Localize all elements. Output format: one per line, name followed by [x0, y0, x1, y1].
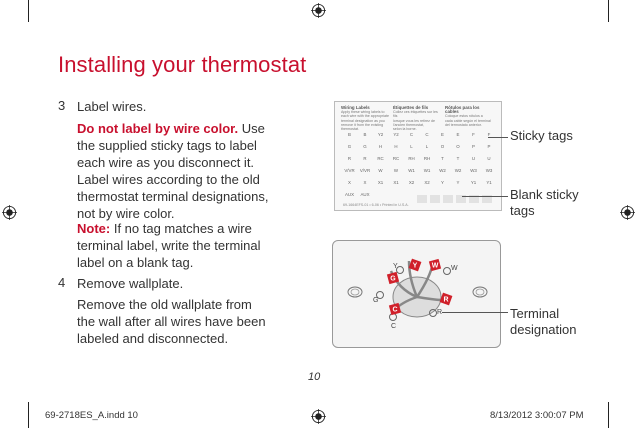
- label-tag: Y2: [393, 132, 399, 137]
- label-tag: V/VR: [344, 168, 355, 173]
- slug-left: 69-2718ES_A.indd 10: [45, 410, 138, 421]
- label-sheet-header-title: Wiring Labels: [341, 105, 370, 110]
- label-tag: U: [487, 156, 491, 161]
- svg-text:G: G: [390, 275, 396, 283]
- label-tag: X2: [424, 180, 430, 185]
- step-paragraph: [77, 296, 277, 347]
- label-tag: W1: [408, 168, 415, 173]
- label-sheet-header: [393, 106, 441, 131]
- label-tag: E: [441, 132, 444, 137]
- wire-tag: [440, 293, 453, 306]
- label-sheet-header-line: cada cable según el terminal: [445, 118, 491, 123]
- step-heading: Remove wallplate.: [77, 276, 184, 291]
- label-tag: E: [456, 132, 460, 137]
- step-number: 4: [58, 275, 66, 290]
- terminal-label: R: [437, 309, 443, 316]
- registration-mark-icon: [2, 205, 17, 220]
- label-sheet-illustration: [334, 101, 502, 211]
- crop-mark: [608, 0, 609, 22]
- paragraph-line: If no tag matches a wire: [110, 221, 252, 236]
- crop-mark: [28, 0, 29, 22]
- callout-line: tags: [510, 203, 535, 218]
- wallplate-drawing: [333, 241, 500, 347]
- label-sheet-header-line: each wire with the appropriate: [341, 114, 389, 119]
- page-title: Installing your thermostat: [58, 52, 307, 77]
- page-number: 10: [308, 371, 321, 383]
- label-tag: W2: [439, 168, 446, 173]
- paragraph-line: the supplied sticky tags to label: [77, 138, 257, 153]
- label-tag: RH: [408, 156, 415, 161]
- paragraph-line: thermostat terminal designations,: [77, 189, 269, 204]
- label-sheet-header-title: Rótulos para los cables: [445, 105, 480, 115]
- warning-lead: Do not label by wire color.: [77, 121, 239, 136]
- label-tag: X1: [393, 180, 399, 185]
- registration-mark-icon: [620, 205, 635, 220]
- label-tag: W2: [454, 168, 462, 173]
- label-sheet-header-line: Coloque estos rótulos a: [445, 114, 483, 119]
- label-tag: C: [425, 132, 429, 137]
- paragraph-line: the wall after all wires have been: [77, 314, 266, 329]
- svg-text:C: C: [392, 306, 398, 314]
- label-tag: Y: [441, 180, 444, 185]
- callout-terminal-designation: [510, 306, 577, 338]
- svg-text:W: W: [431, 262, 439, 270]
- terminal-label: W: [451, 265, 458, 272]
- label-tag: R: [363, 156, 367, 161]
- paragraph-line: not by wire color.: [77, 206, 175, 221]
- label-tag: X2: [408, 180, 415, 185]
- label-tag: X1: [377, 180, 384, 185]
- label-tag: B: [348, 132, 351, 137]
- label-sheet-header-line: selon la borne.: [393, 127, 417, 132]
- label-tag: RC: [377, 156, 384, 161]
- paragraph-line: label on a blank tag.: [77, 255, 194, 270]
- callout-leader: [488, 137, 508, 138]
- note-lead: Note:: [77, 221, 111, 236]
- label-tag: AUX: [360, 192, 370, 197]
- step-paragraph: [77, 120, 277, 222]
- label-sheet-header-line: terminal designation as you: [341, 118, 385, 123]
- label-tag: P: [472, 144, 475, 149]
- wire-tag: [429, 259, 441, 271]
- label-tag: W3: [485, 168, 493, 173]
- label-tag: RC: [392, 156, 400, 161]
- label-tag: V/VR: [359, 168, 371, 173]
- terminal-label: C: [391, 323, 397, 330]
- label-sheet-header-line: del termostato anterior.: [445, 122, 482, 127]
- label-sheet-header-line: thermostat.: [341, 127, 359, 132]
- paragraph-line: each wire as you disconnect it.: [77, 155, 255, 170]
- callout-line: Terminal: [510, 306, 560, 321]
- label-sheet-header: [445, 106, 493, 127]
- callout-leader: [442, 312, 508, 313]
- paragraph-line: Label wires according to the old: [77, 172, 260, 187]
- label-tag: C: [409, 132, 414, 137]
- label-sheet-header-line: remove it from the existing: [341, 122, 384, 127]
- slug-right: 8/13/2012 3:00:07 PM: [490, 410, 584, 421]
- label-sheet-header-title: Étiquettes de fils: [393, 105, 429, 110]
- step-number: 3: [58, 98, 66, 113]
- label-tag: O: [440, 144, 445, 149]
- label-tag: RH: [423, 156, 431, 161]
- callout-leader: [462, 196, 508, 197]
- label-sheet-footer: 69-1664EFS-01 • 6-06 • Printed in U.S.A.: [343, 203, 409, 207]
- label-sheet-header-line: lorsque vous les retirez de: [393, 118, 435, 123]
- crop-mark: [28, 402, 29, 428]
- label-tag: P: [487, 144, 491, 149]
- label-tag: U: [471, 156, 476, 161]
- terminal-label: Y: [393, 263, 398, 270]
- label-tag: G: [363, 144, 367, 149]
- callout-line: designation: [510, 322, 577, 337]
- wallplate-illustration: [332, 240, 501, 348]
- label-tag: W: [393, 168, 399, 173]
- paragraph-line: labeled and disconnected.: [77, 331, 229, 346]
- label-tag: T: [456, 156, 460, 161]
- callout-sticky-tags: Sticky tags: [510, 128, 573, 143]
- crop-mark: [608, 402, 609, 428]
- paragraph-line: Remove the old wallplate from: [77, 297, 252, 312]
- label-tag: F: [472, 132, 475, 137]
- callout-line: Blank sticky: [510, 187, 579, 202]
- label-tag: H: [394, 144, 398, 149]
- registration-mark-icon: [311, 3, 326, 18]
- label-tag: X: [363, 180, 367, 185]
- label-tag: Y1: [486, 180, 492, 185]
- paragraph-line: terminal label, write the terminal: [77, 238, 261, 253]
- label-sheet-header: [341, 106, 389, 131]
- label-tag: H: [378, 144, 383, 149]
- label-tag: W1: [423, 168, 431, 173]
- terminal-label: G: [373, 297, 379, 304]
- paragraph-line: Use: [238, 121, 265, 136]
- callout-blank-tags: [510, 187, 579, 219]
- label-sheet-header-line: l'ancien thermostat,: [393, 122, 425, 127]
- label-tag: O: [456, 144, 460, 149]
- note-paragraph: [77, 220, 277, 271]
- step-heading: Label wires.: [77, 99, 147, 114]
- label-sheet-header-line: Apply these wiring labels to: [341, 110, 385, 115]
- label-tag: L: [425, 144, 429, 149]
- label-tag: T: [441, 156, 444, 161]
- label-tag: Y: [456, 180, 460, 185]
- label-tag: AUX: [344, 192, 355, 197]
- svg-text:Y: Y: [412, 262, 418, 270]
- label-tag: F: [487, 132, 491, 137]
- label-tag: L: [410, 144, 413, 149]
- blank-tags-area: [417, 190, 495, 208]
- label-tag: Y1: [470, 180, 477, 185]
- label-tag: W3: [470, 168, 477, 173]
- label-tag: R: [347, 156, 352, 161]
- label-tag: G: [347, 144, 352, 149]
- label-tag: B: [363, 132, 367, 137]
- registration-mark-icon: [311, 409, 326, 424]
- label-tag: X: [348, 180, 351, 185]
- svg-text:R: R: [443, 296, 449, 304]
- label-tag: Y2: [377, 132, 384, 137]
- label-tag: W: [378, 168, 383, 173]
- label-sheet-header-line: Collez ces étiquettes sur les fils: [393, 110, 438, 119]
